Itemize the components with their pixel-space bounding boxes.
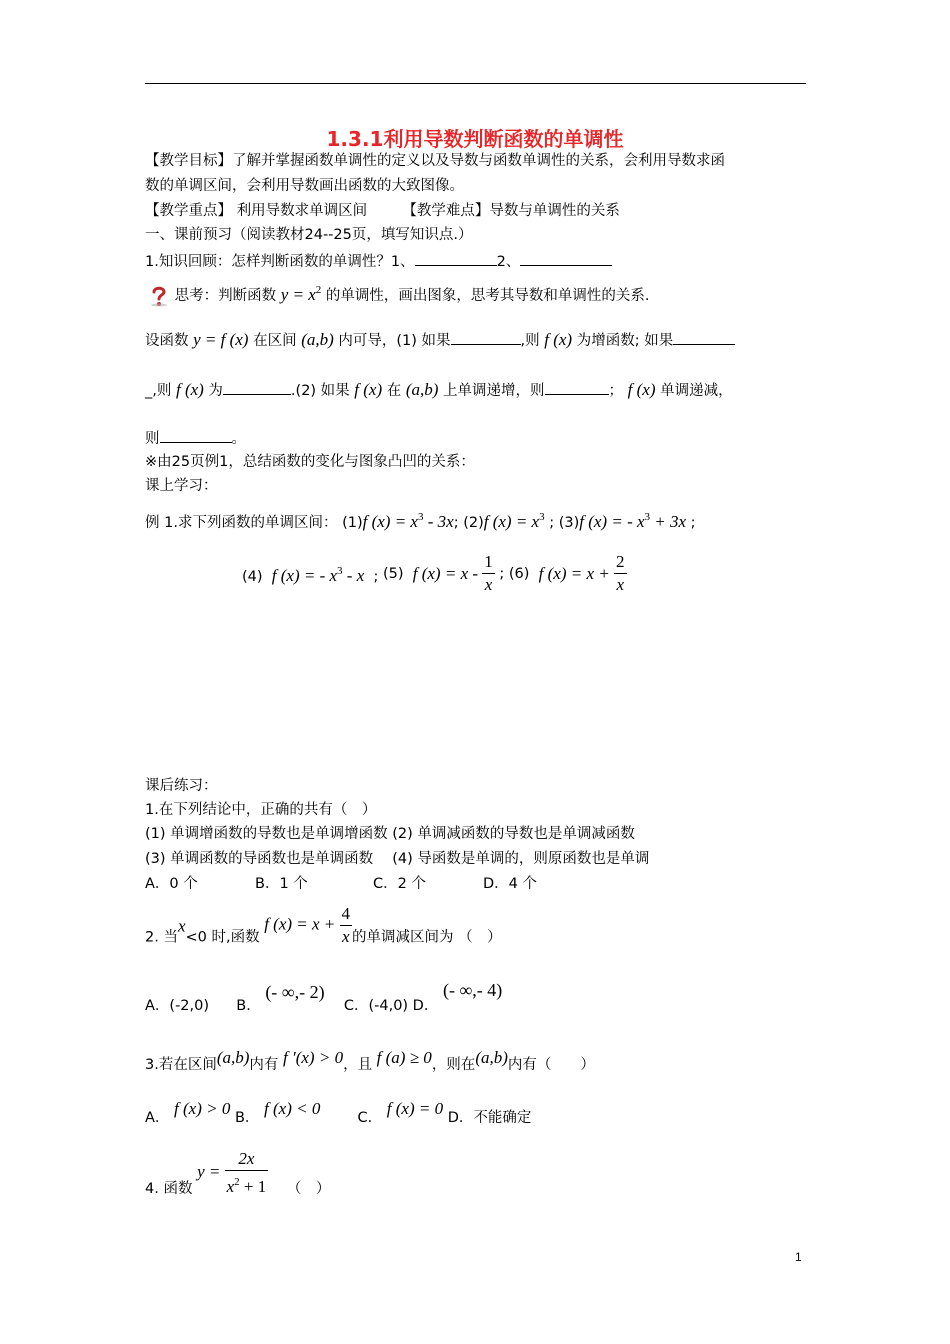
math-fx: f (x) xyxy=(354,380,383,399)
option-b-expr: f (x) < 0 xyxy=(264,1099,321,1118)
example-label: 例 1.求下列函数的单调区间： xyxy=(145,515,338,531)
think-label: 思考：判断函数 xyxy=(174,288,277,304)
math-fx: f (x) xyxy=(544,330,573,349)
item-expr xyxy=(579,512,686,531)
text-fragment: 单调递减， xyxy=(660,383,733,399)
hw-q1-statements-1: (1) 单调增函数的导数也是单调增函数 (2) 单调减函数的导数也是单调减函数 xyxy=(145,826,635,842)
math-interval: (a,b) xyxy=(216,1048,250,1067)
header-rule xyxy=(145,83,806,84)
text-fragment: 内有 xyxy=(249,1057,279,1073)
expr-exponent: 3 xyxy=(337,564,343,577)
text-fragment: ，且 xyxy=(343,1057,373,1073)
option-d: D．不能确定 xyxy=(447,1110,532,1126)
fill-paragraph-line-1 xyxy=(145,330,735,351)
example-item xyxy=(382,552,505,594)
answer-blank xyxy=(451,330,521,345)
item-number: (6) xyxy=(508,565,530,582)
text-fragment: .(2) 如果 xyxy=(290,383,350,399)
fraction xyxy=(225,1148,269,1198)
fraction-denominator: x xyxy=(342,927,350,946)
example-1-line-1 xyxy=(145,507,696,533)
expr-rest: - x xyxy=(342,565,365,585)
expr-base: f (x) = x xyxy=(483,512,540,531)
text-fragment: 设函数 xyxy=(145,333,189,349)
classwork-heading: 课上学习： xyxy=(145,478,218,494)
answer-blank xyxy=(673,330,735,345)
text-fragment: ,则 xyxy=(520,333,540,349)
focus-line xyxy=(145,201,620,221)
option-c-label: C． xyxy=(357,1110,383,1126)
option-b-label: B． xyxy=(236,998,261,1014)
text-fragment: ，则在 xyxy=(431,1057,476,1073)
fraction xyxy=(614,551,627,596)
expr-base: f (x) = x - xyxy=(412,563,483,583)
text-fragment: 在区间 xyxy=(253,333,297,349)
example-item xyxy=(463,511,555,531)
separator: ; xyxy=(690,515,696,531)
answer-blank xyxy=(415,251,497,266)
hw-q4-stem xyxy=(145,1148,330,1200)
math-condition: f (a) ≥ 0 xyxy=(376,1048,432,1067)
fraction-numerator: 2 xyxy=(614,551,627,574)
item-expr xyxy=(484,512,545,531)
separator: ; xyxy=(549,515,555,531)
fill-paragraph-line-2 xyxy=(145,380,733,401)
fill-paragraph-line-3 xyxy=(145,428,246,449)
expr-base: f (x) = - x xyxy=(579,512,645,531)
den-base: x xyxy=(226,1177,235,1196)
answer-blank xyxy=(545,380,609,395)
expr-exponent: 3 xyxy=(417,511,424,523)
math-interval: (a,b) xyxy=(405,380,439,399)
text-fragment: 的单调减区间为 （ ） xyxy=(352,929,502,946)
objectives-line-1 xyxy=(145,151,725,171)
text-fragment: ； xyxy=(608,383,624,399)
text-fragment: 上单调递增，则 xyxy=(443,383,545,399)
math-interval: (a,b) xyxy=(475,1048,508,1067)
fraction-numerator: 4 xyxy=(340,903,353,926)
review-question-sep: 2、 xyxy=(496,254,521,270)
text-fragment: 2. 当 xyxy=(145,929,178,946)
expr-exponent: 3 xyxy=(539,511,545,523)
answer-blank xyxy=(223,380,291,395)
option-a: A．0 个 xyxy=(145,876,198,892)
math-interval: (a,b) xyxy=(301,330,334,349)
think-line xyxy=(150,280,650,307)
expr-base: f (x) = - x xyxy=(271,565,338,585)
key-point-text: 利用导数求单调区间 xyxy=(236,203,368,219)
expr-base: f (x) = x + xyxy=(538,563,614,583)
math-function: f (x) = x + xyxy=(264,914,340,934)
item-expr xyxy=(363,512,454,531)
item-number: (3) xyxy=(558,515,580,531)
option-b: B．1 个 xyxy=(255,876,308,892)
hw-q1-statements-2: (3) 单调函数的导函数也是单调函数 (4) 导函数是单调的，则原函数也是单调 xyxy=(145,851,650,867)
hw-q1-stem: 1.在下列结论中，正确的共有（ ） xyxy=(145,802,377,818)
hw-q3-options xyxy=(145,1098,531,1129)
example-item xyxy=(558,511,696,531)
option-a: A．(-2,0) xyxy=(145,998,210,1014)
option-b-label: B． xyxy=(234,1110,260,1126)
text-fragment: 。 xyxy=(231,431,246,447)
item-number: (5) xyxy=(382,565,404,582)
objectives-line-2: 数的单调区间，会利用导数画出函数的大致图像。 xyxy=(145,178,464,194)
option-a-expr: f (x) > 0 xyxy=(174,1099,231,1118)
text-fragment: 为增函数; 如果 xyxy=(576,333,674,349)
fraction xyxy=(340,903,353,948)
fraction-denominator: x xyxy=(484,575,493,594)
page-number: 1 xyxy=(795,1250,802,1264)
item-number: (2) xyxy=(463,515,484,531)
option-b-expr: (- ∞,- 2) xyxy=(265,982,325,1002)
fraction-numerator: 1 xyxy=(482,551,495,574)
option-c-expr: f (x) = 0 xyxy=(386,1099,444,1118)
think-rest: 的单调性，画出图象，思考其导数和单调性的关系. xyxy=(325,288,650,304)
key-point-label: 【教学重点】 xyxy=(145,203,232,219)
text-fragment: （ ） xyxy=(286,1181,331,1197)
text-fragment: <0 时,函数 xyxy=(185,929,260,946)
math-condition: f ′(x) > 0 xyxy=(283,1048,344,1067)
difficulty-label: 【教学难点】 xyxy=(402,203,490,219)
review-question xyxy=(145,251,612,272)
den-exponent: 2 xyxy=(234,1176,240,1188)
hw-q2-options xyxy=(145,975,502,1021)
text-fragment: 则 xyxy=(145,431,160,447)
think-function-exponent: 2 xyxy=(315,284,322,296)
math-function: y = f (x) xyxy=(193,330,249,349)
option-c: C．2 个 xyxy=(373,876,426,892)
math-fx: f (x) xyxy=(175,380,204,399)
math-variable: x xyxy=(177,916,186,936)
fraction-denominator: x xyxy=(616,575,625,594)
item-number: (4) xyxy=(242,568,263,585)
fraction-numerator: 2x xyxy=(225,1148,269,1171)
hw-q2-stem xyxy=(145,903,502,949)
expr-base: f (x) = x xyxy=(362,512,418,531)
objectives-label: 【教学目标】 xyxy=(145,153,232,169)
fraction xyxy=(482,551,495,596)
separator: ; xyxy=(373,568,379,585)
expr-rest: + 3x xyxy=(650,512,687,531)
text-fragment: 在 xyxy=(386,383,402,399)
text-fragment: 内可导，(1) 如果 xyxy=(338,333,451,349)
difficulty-text: 导数与单调性的关系 xyxy=(489,203,620,219)
text-fragment: 内有（ ） xyxy=(507,1057,595,1073)
think-function xyxy=(281,285,322,304)
page-title: 1.3.1利用导数判断函数的单调性 xyxy=(326,127,624,151)
example-item xyxy=(242,564,379,585)
think-function-base: y = x xyxy=(280,285,316,304)
item-number: (1) xyxy=(342,515,363,531)
text-fragment: _,则 xyxy=(145,383,172,399)
answer-blank xyxy=(160,428,232,443)
objectives-text-1: 了解并掌握函数单调性的定义以及导数与函数单调性的关系，会利用导数求函 xyxy=(232,153,725,169)
math-fx: f (x) xyxy=(627,380,656,399)
item-expr xyxy=(272,566,365,585)
den-rest: + 1 xyxy=(239,1177,267,1196)
option-c: C．(-4,0) D． xyxy=(343,998,439,1014)
option-a-label: A． xyxy=(145,1110,170,1126)
hw-q3-stem xyxy=(145,1047,595,1076)
review-question-text: 1.知识回顾：怎样判断函数的单调性？1、 xyxy=(145,254,415,270)
example-item xyxy=(342,511,459,531)
text-fragment: 为 xyxy=(208,383,223,399)
example-item xyxy=(508,552,627,594)
math-function: y = xyxy=(197,1162,225,1181)
example-1-line-2 xyxy=(242,551,627,596)
separator: ; xyxy=(499,565,505,582)
option-d: D．4 个 xyxy=(483,876,537,892)
option-d-expr: (- ∞,- 4) xyxy=(442,980,503,1000)
hw-q1-options xyxy=(145,874,537,894)
fraction-denominator xyxy=(225,1171,269,1198)
note-line: ※由25页例1，总结函数的变化与图象凸凹的关系： xyxy=(145,454,475,470)
homework-heading: 课后练习： xyxy=(145,778,218,794)
separator: ; xyxy=(453,515,459,531)
answer-blank xyxy=(520,251,612,266)
text-fragment: 4. 函数 xyxy=(145,1181,193,1197)
text-fragment: 3.若在区间 xyxy=(145,1057,217,1073)
expr-exponent: 3 xyxy=(644,511,651,523)
preview-heading: 一、课前预习（阅读教材24--25页，填写知识点.） xyxy=(145,227,473,243)
question-mark-icon xyxy=(150,285,168,307)
expr-rest: - 3x xyxy=(423,512,454,531)
